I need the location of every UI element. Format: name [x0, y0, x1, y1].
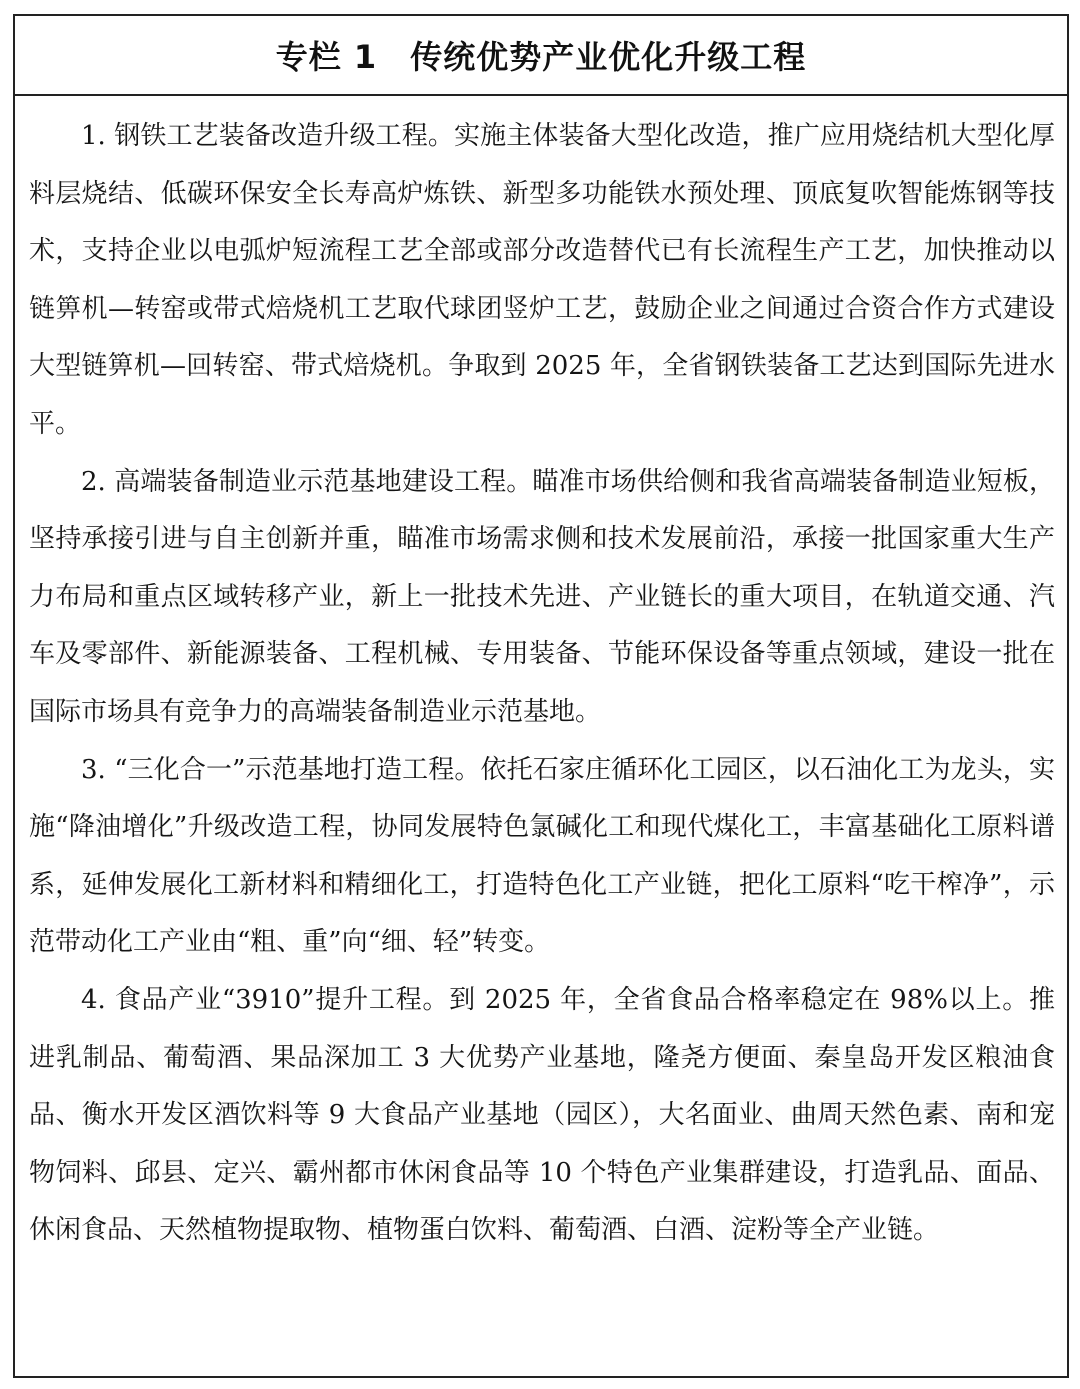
paragraph-food: 4. 食品产业“3910”提升工程。到 2025 年，全省食品合格率稳定在 98%以上。推进乳制品、葡萄酒、果品深加工 3 大优势产业基地，隆尧方便面、秦皇岛开发区粮油食品、衡水开发区酒饮料等 9 大食品产业基地（园区），大名面业、曲周天然色素、南和宠物饲料、邱县、定兴、霸州都市休闲食品等 10 个特色产业集群建设，打造乳品、面品、休闲食品、天然植物提取物、植物蛋白饮料、葡萄酒、白酒、淀粉等全产业链。 [29, 984, 1055, 1246]
column-box [13, 14, 1069, 1378]
paragraph-steel: 1. 钢铁工艺装备改造升级工程。实施主体装备大型化改造，推广应用烧结机大型化厚料层烧结、低碳环保安全长寿高炉炼铁、新型多功能铁水预处理、顶底复吹智能炼钢等技术，支持企业以电弧炉短流程工艺全部或部分改造替代已有长流程生产工艺，加快推动以链箅机—转窑或带式焙烧机工艺取代球团竖炉工艺，鼓励企业之间通过合资合作方式建设大型链箅机—回转窑、带式焙烧机。争取到 2025 年，全省钢铁装备工艺达到国际先进水平。 [29, 121, 1055, 439]
paragraph-equipment: 2. 高端装备制造业示范基地建设工程。瞄准市场供给侧和我省高端装备制造业短板，坚持承接引进与自主创新并重，瞄准市场需求侧和技术发展前沿，承接一批国家重大生产力布局和重点区域转移产业，新上一批技术先进、产业链长的重大项目，在轨道交通、汽车及零部件、新能源装备、工程机械、专用装备、节能环保设备等重点领域，建设一批在国际市场具有竞争力的高端装备制造业示范基地。 [29, 466, 1055, 727]
column-title-bar [15, 16, 1067, 96]
column-content [15, 96, 1067, 1260]
column-title: 专栏 1 传统优势产业优化升级工程 [275, 38, 807, 76]
paragraph-chemical: 3. “三化合一”示范基地打造工程。依托石家庄循环化工园区，以石油化工为龙头，实施“降油增化”升级改造工程，协同发展特色氯碱化工和现代煤化工，丰富基础化工原料谱系，延伸发展化工新材料和精细化工，打造特色化工产业链，把化工原料“吃干榨净”，示范带动化工产业由“粗、重”向“细、轻”转变。 [29, 754, 1055, 958]
